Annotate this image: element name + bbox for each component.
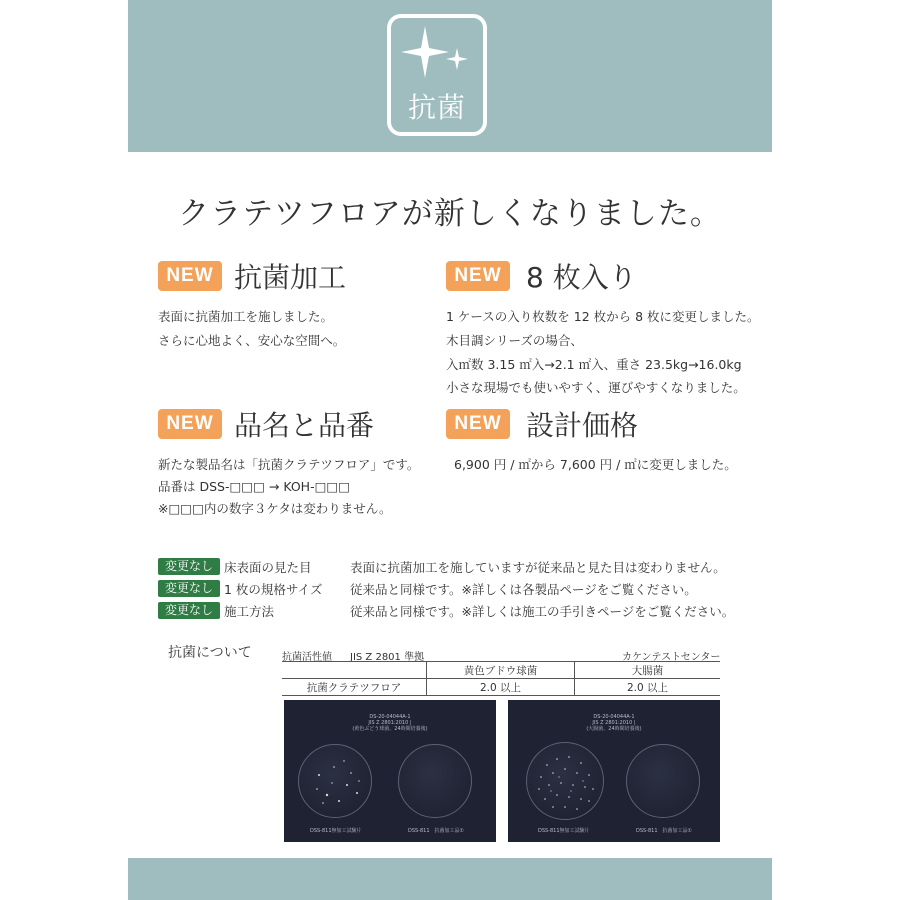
dish-label: DSS-811 抗菌加工品① <box>408 828 465 834</box>
jis-standard: JIS Z 2801 準拠 <box>350 652 425 663</box>
dish-label: DSS-811無加工試験片 <box>310 828 362 834</box>
feature-text: さらに心地よく、安心な空間へ。 <box>158 333 346 348</box>
no-change-desc: 従来品と同様です。※詳しくは施工の手引きページをご覧ください。 <box>350 604 735 619</box>
new-badge: NEW <box>158 409 222 439</box>
table-header-row <box>282 662 720 679</box>
colony-dots <box>527 743 605 821</box>
logo-text: 抗菌 <box>407 91 466 124</box>
feature-text: 品番は DSS-□□□ → KOH-□□□ <box>158 479 351 494</box>
table-cell: 抗菌クラテツフロア <box>282 679 427 696</box>
feature-title-product-name: 品名と品番 <box>234 409 375 442</box>
activity-value-label: 抗菌活性値 <box>282 652 332 663</box>
feature-text: 入㎡数 3.15 ㎡入→2.1 ㎡入、重さ 23.5kg→16.0kg <box>446 357 742 372</box>
dish-label: DSS-811 抗菌加工品① <box>636 828 693 834</box>
no-change-desc: 表面に抗菌加工を施していますが従来品と見た目は変わりません。 <box>350 560 726 575</box>
table-row <box>282 679 720 696</box>
petri-dish-treated <box>626 744 700 818</box>
new-badge: NEW <box>446 409 510 439</box>
feature-text: 新たな製品名は「抗菌クラテツフロア」です。 <box>158 457 420 472</box>
photo-caption: (黄色ぶどう球菌、24時間培養後) <box>352 726 428 732</box>
no-change-badge: 変更なし <box>158 602 220 619</box>
no-change-badge: 変更なし <box>158 558 220 575</box>
table-header <box>282 662 427 679</box>
headline: クラテツフロアが新しくなりました。 <box>178 196 722 232</box>
photo-caption: DS-20-04044A-1 <box>593 714 635 720</box>
no-change-desc: 従来品と同様です。※詳しくは各製品ページをご覧ください。 <box>350 582 697 597</box>
photo-caption: JIS Z 2801:2010 | <box>368 720 412 726</box>
antibacterial-logo <box>387 14 487 136</box>
feature-text: 6,900 円 / ㎡から 7,600 円 / ㎡に変更しました。 <box>454 457 737 472</box>
feature-text: 木目調シリーズの場合、 <box>446 333 583 348</box>
photo-caption: JIS Z 2801:2010 | <box>592 720 636 726</box>
petri-dish-untreated <box>298 744 372 818</box>
sparkle-icon <box>395 22 479 86</box>
petri-dish-untreated <box>526 742 604 820</box>
colony-dots <box>299 745 373 819</box>
top-band <box>128 0 772 152</box>
no-change-label: 施工方法 <box>224 604 275 619</box>
table-header: 黄色ブドウ球菌 <box>427 662 575 679</box>
feature-text: 表面に抗菌加工を施しました。 <box>158 309 334 324</box>
dish-label: DSS-811無加工試験片 <box>538 828 590 834</box>
photo-caption: DS-20-04044A-1 <box>369 714 411 720</box>
feature-text: 1 ケースの入り枚数を 12 枚から 8 枚に変更しました。 <box>446 309 760 324</box>
about-title: 抗菌について <box>168 645 252 661</box>
feature-text: ※□□□内の数字３ケタは変わりません。 <box>158 501 392 516</box>
bottom-band <box>128 858 772 900</box>
table-cell: 2.0 以上 <box>427 679 575 696</box>
new-badge: NEW <box>158 261 222 291</box>
petri-dish-photo-ecoli <box>508 700 720 842</box>
photo-caption: (大腸菌、24時間培養後) <box>586 726 642 732</box>
no-change-label: 床表面の見た目 <box>224 560 312 575</box>
table-cell: 2.0 以上 <box>575 679 721 696</box>
flyer-sheet <box>128 0 772 900</box>
petri-dish-treated <box>398 744 472 818</box>
petri-dish-photo-staph <box>284 700 496 842</box>
feature-title-eight-pieces: 8 枚入り <box>526 261 637 294</box>
test-center: カケンテストセンター <box>622 652 721 663</box>
antibacterial-table <box>282 661 720 696</box>
feature-title-price: 設計価格 <box>526 409 639 442</box>
table-header: 大腸菌 <box>575 662 721 679</box>
no-change-badge: 変更なし <box>158 580 220 597</box>
feature-title-antibacterial: 抗菌加工 <box>234 261 347 294</box>
feature-text: 小さな現場でも使いやすく、運びやすくなりました。 <box>446 380 746 395</box>
new-badge: NEW <box>446 261 510 291</box>
no-change-label: 1 枚の規格サイズ <box>224 582 323 597</box>
